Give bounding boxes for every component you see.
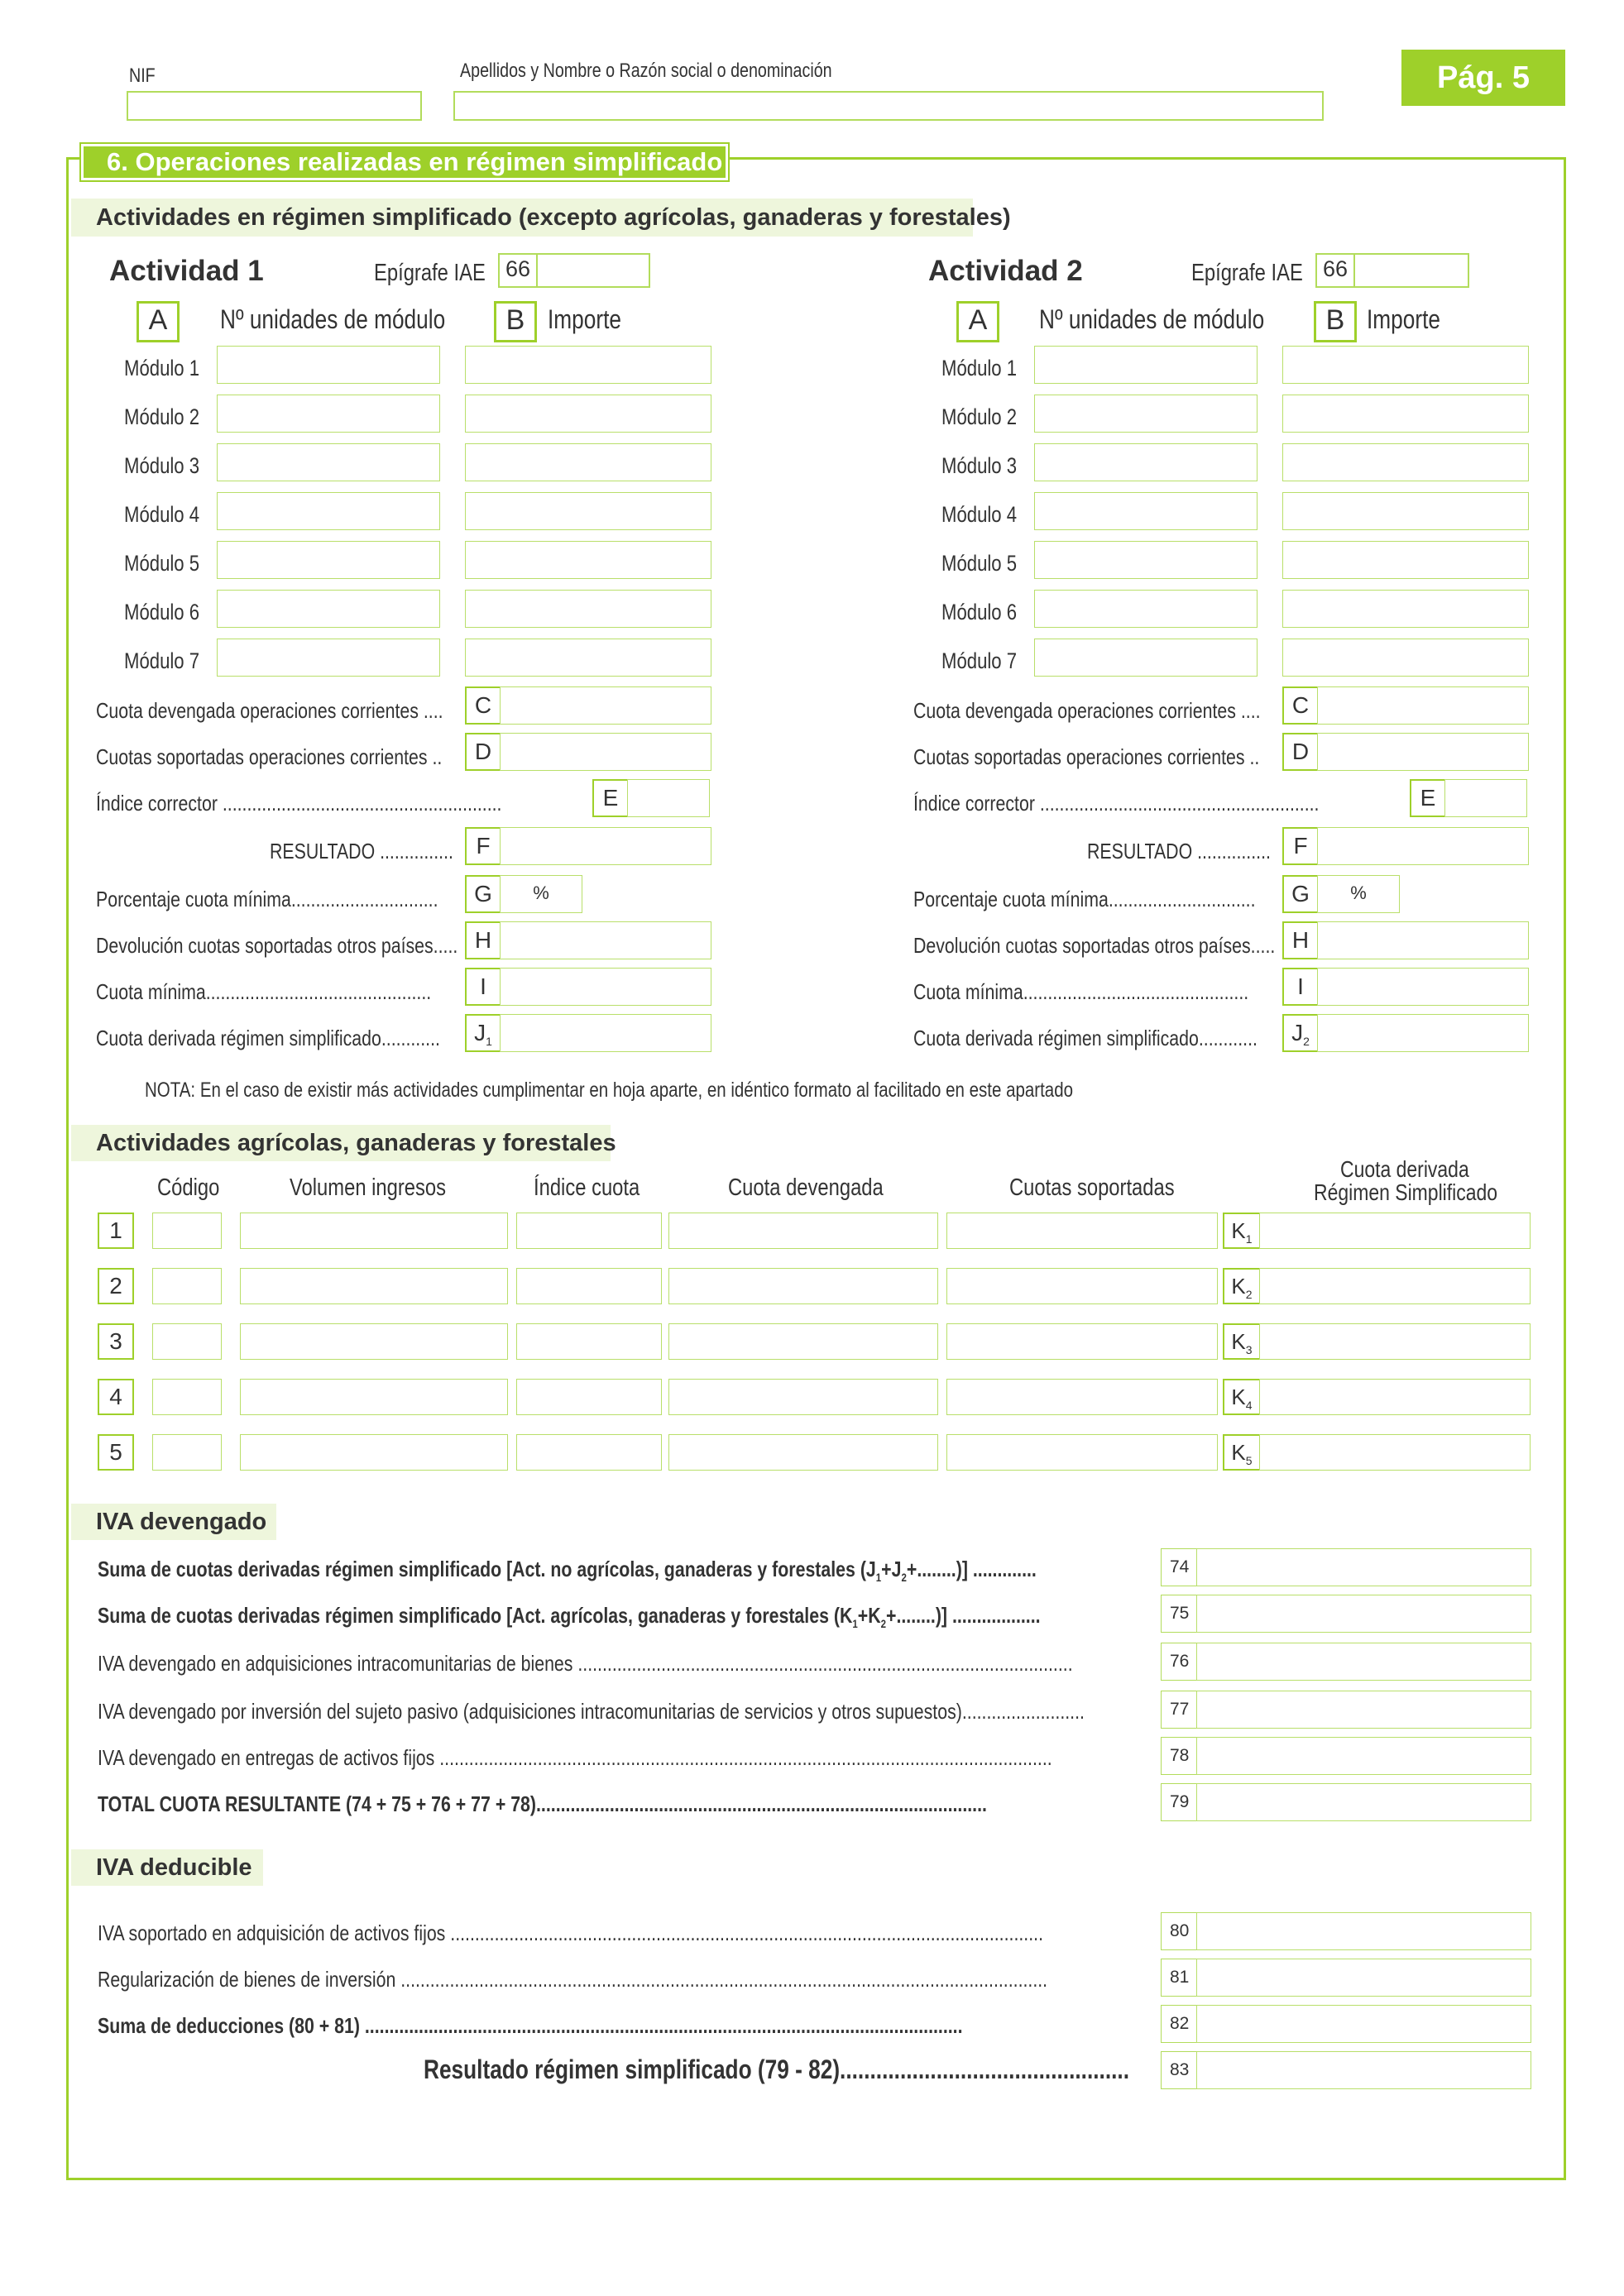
- activity1-title: Actividad 1: [109, 255, 264, 287]
- code-76-label: 76: [1170, 1652, 1190, 1671]
- act1-module-5-amount-field[interactable]: [465, 541, 711, 579]
- agri-row-2-cuota-devengada-field[interactable]: [668, 1268, 938, 1304]
- act1-field-h[interactable]: [500, 921, 711, 959]
- act2-letter-e: [1410, 779, 1446, 817]
- act1-letter-f: [465, 827, 501, 865]
- result-label: Resultado régimen simplificado (79 - 82)................................................: [424, 2054, 1129, 2084]
- act1-row-c-label: Cuota devengada operaciones corrientes ....: [96, 698, 443, 723]
- act2-module-4-label: Módulo 4: [941, 502, 1018, 527]
- act1-module-6-units-field[interactable]: [217, 590, 440, 628]
- act2-letter-d: [1282, 733, 1319, 771]
- act1-letter-h: [465, 921, 501, 959]
- act2-module-2-amount-field[interactable]: [1282, 395, 1529, 433]
- act2-letter-g-text: G: [1291, 881, 1310, 906]
- act2-row-j-label: Cuota derivada régimen simplificado............: [913, 1026, 1258, 1050]
- agri-row-3-volumen-field[interactable]: [240, 1323, 508, 1360]
- agri-row-1-indice-field[interactable]: [516, 1213, 662, 1249]
- act2-module-3-label: Módulo 3: [941, 453, 1018, 478]
- act2-module-5-label: Módulo 5: [941, 551, 1018, 576]
- activity2-title: Actividad 2: [928, 255, 1083, 287]
- agri-row-3-cuotas-soportadas-field[interactable]: [946, 1323, 1218, 1360]
- field-75[interactable]: [1196, 1595, 1531, 1633]
- act1-field-j[interactable]: [500, 1014, 711, 1052]
- agri-row-2-volumen-field[interactable]: [240, 1268, 508, 1304]
- field-78[interactable]: [1196, 1737, 1531, 1775]
- act1-field-i[interactable]: [500, 968, 711, 1006]
- activity1-epigrafe-field[interactable]: [498, 253, 650, 288]
- act2-module-2-label: Módulo 2: [941, 404, 1018, 429]
- agri-row-1-number-text: 1: [109, 1217, 122, 1243]
- agri-row-4-number-text: 4: [109, 1384, 122, 1409]
- act2-field-i[interactable]: [1317, 968, 1529, 1006]
- code-box-76: [1161, 1643, 1197, 1681]
- act2-letter-f: [1282, 827, 1319, 865]
- activity1-col-b-letter: B: [494, 301, 537, 342]
- act2-field-d[interactable]: [1317, 733, 1529, 771]
- page-badge: [1401, 50, 1565, 106]
- agri-row-5-k-text: K: [1231, 1440, 1246, 1465]
- act1-row-j-label: Cuota derivada régimen simplificado............: [96, 1026, 440, 1050]
- agri-row-3-indice-field[interactable]: [516, 1323, 662, 1360]
- agri-row-1-volumen-field[interactable]: [240, 1213, 508, 1249]
- act1-percent-unit: %: [533, 883, 549, 903]
- act1-row-g-label: Porcentaje cuota mínima..............................: [96, 887, 438, 911]
- activity2-epigrafe-value: 66: [1317, 255, 1355, 286]
- iva-dev-line-74-label: [98, 1557, 1037, 1584]
- col-derivada-1: Cuota derivada: [1340, 1156, 1469, 1182]
- agri-row-5-k-letter: [1223, 1434, 1261, 1471]
- agri-row-5-number: [98, 1434, 134, 1471]
- agri-row-3-k-text: K: [1231, 1329, 1246, 1354]
- code-74-label: 74: [1170, 1557, 1190, 1576]
- code-77-label: 77: [1170, 1700, 1190, 1719]
- agri-row-5-codigo-field[interactable]: [152, 1434, 222, 1471]
- act1-letter-d-text: D: [474, 739, 492, 764]
- code-box-82: [1161, 2005, 1197, 2043]
- act2-module-7-units-field[interactable]: [1034, 639, 1258, 677]
- act1-module-3-label: Módulo 3: [124, 453, 200, 478]
- act2-row-h-label: Devolución cuotas soportadas otros países.....: [913, 933, 1276, 958]
- act1-letter-i: [465, 968, 501, 1006]
- agri-row-4-indice-field[interactable]: [516, 1379, 662, 1415]
- act1-field-c[interactable]: [500, 686, 711, 725]
- act2-module-1-amount-field[interactable]: [1282, 346, 1529, 384]
- act1-field-e[interactable]: [627, 779, 710, 817]
- act1-module-5-units-field[interactable]: [217, 541, 440, 579]
- iva-devengado-title: IVA devengado: [96, 1509, 267, 1535]
- agri-row-2-k-letter: [1223, 1268, 1261, 1304]
- code-box-77: [1161, 1691, 1197, 1729]
- act1-letter-f-text: F: [476, 833, 491, 859]
- act2-module-6-label: Módulo 6: [941, 600, 1018, 624]
- act1-module-2-label: Módulo 2: [124, 404, 200, 429]
- act1-row-d-label: Cuotas soportadas operaciones corrientes ..: [96, 744, 443, 769]
- iva-dev-line-77-label: IVA devengado por inversión del sujeto pasivo (adquisiciones intracomunitarias de servicios y otros supuestos).........................: [98, 1699, 1085, 1724]
- agri-row-5-cuotas-soportadas-field[interactable]: [946, 1434, 1218, 1471]
- agri-row-1-codigo-field[interactable]: [152, 1213, 222, 1249]
- act2-module-1-label: Módulo 1: [941, 356, 1018, 380]
- line-74-sub-2: 2: [901, 1571, 907, 1584]
- line-75-text-b: +K: [857, 1603, 881, 1628]
- code-82-label: 82: [1170, 2014, 1190, 2033]
- act2-letter-e-text: E: [1420, 785, 1436, 811]
- field-74[interactable]: [1196, 1548, 1531, 1586]
- agri-row-4-cuotas-soportadas-field[interactable]: [946, 1379, 1218, 1415]
- act2-letter-j-sub: 2: [1303, 1035, 1310, 1048]
- code-box-81: [1161, 1959, 1197, 1997]
- agri-row-2-derivada-field[interactable]: [1259, 1268, 1531, 1304]
- act1-field-d[interactable]: [500, 733, 711, 771]
- act1-field-g[interactable]: [500, 875, 582, 913]
- col-cuotas-soportadas: Cuotas soportadas: [1009, 1174, 1175, 1201]
- agri-row-2-cuotas-soportadas-field[interactable]: [946, 1268, 1218, 1304]
- activity1-epigrafe-value: 66: [500, 255, 538, 286]
- agri-row-3-codigo-field[interactable]: [152, 1323, 222, 1360]
- agri-row-4-volumen-field[interactable]: [240, 1379, 508, 1415]
- act1-module-4-amount-field[interactable]: [465, 492, 711, 530]
- act1-module-4-units-field[interactable]: [217, 492, 440, 530]
- line-74-text-c: +........)] .............: [906, 1557, 1037, 1581]
- field-76[interactable]: [1196, 1643, 1531, 1681]
- act2-field-g[interactable]: [1317, 875, 1400, 913]
- act2-module-2-units-field[interactable]: [1034, 395, 1258, 433]
- agri-row-3-derivada-field[interactable]: [1259, 1323, 1531, 1360]
- agri-row-1-cuotas-soportadas-field[interactable]: [946, 1213, 1218, 1249]
- act1-letter-e: [592, 779, 629, 817]
- activity2-col-b-label: Importe: [1367, 304, 1440, 334]
- agri-row-1-derivada-field[interactable]: [1259, 1213, 1531, 1249]
- act1-letter-d: [465, 733, 501, 771]
- code-80-label: 80: [1170, 1921, 1190, 1940]
- act2-module-4-amount-field[interactable]: [1282, 492, 1529, 530]
- act1-letter-i-text: I: [480, 973, 486, 999]
- act2-module-7-amount-field[interactable]: [1282, 639, 1529, 677]
- act1-module-2-amount-field[interactable]: [465, 395, 711, 433]
- act1-letter-j-sub: 1: [486, 1035, 492, 1048]
- act1-module-7-label: Módulo 7: [124, 648, 200, 673]
- act2-field-e[interactable]: [1444, 779, 1527, 817]
- line-74-sub-1: 1: [875, 1571, 882, 1584]
- act2-percent-unit: %: [1350, 883, 1367, 903]
- field-79[interactable]: [1196, 1783, 1531, 1821]
- act2-row-i-label: Cuota mínima..............................................: [913, 979, 1249, 1004]
- code-75-label: 75: [1170, 1604, 1190, 1623]
- agri-row-2-codigo-field[interactable]: [152, 1268, 222, 1304]
- agri-row-5-volumen-field[interactable]: [240, 1434, 508, 1471]
- col-cuota-devengada: Cuota devengada: [728, 1174, 884, 1201]
- line-75-text-c: +........)] ..................: [885, 1603, 1041, 1628]
- act1-module-1-units-field[interactable]: [217, 346, 440, 384]
- agri-row-4-codigo-field[interactable]: [152, 1379, 222, 1415]
- code-box-78: [1161, 1737, 1197, 1775]
- act2-letter-g: [1282, 875, 1319, 913]
- act1-module-1-label: Módulo 1: [124, 356, 200, 380]
- activity1-col-b-label: Importe: [548, 304, 621, 334]
- line-74-text-b: +J: [881, 1557, 902, 1581]
- agri-row-1-cuota-devengada-field[interactable]: [668, 1213, 938, 1249]
- section-title-bar: [81, 144, 728, 180]
- code-78-label: 78: [1170, 1746, 1190, 1765]
- result-code-83-label: 83: [1170, 2060, 1190, 2079]
- code-79-label: 79: [1170, 1792, 1190, 1811]
- act1-letter-e-text: E: [602, 785, 619, 811]
- agricultural-title-bar: [71, 1125, 616, 1161]
- act1-letter-c: [465, 686, 501, 725]
- act1-module-7-amount-field[interactable]: [465, 639, 711, 677]
- act2-letter-c-text: C: [1291, 692, 1310, 718]
- field-80[interactable]: [1196, 1912, 1531, 1950]
- act2-module-3-amount-field[interactable]: [1282, 443, 1529, 481]
- act2-module-3-units-field[interactable]: [1034, 443, 1258, 481]
- line-75-sub-2: 2: [880, 1617, 886, 1630]
- line-75-sub-1: 1: [852, 1617, 858, 1630]
- code-81-label: 81: [1170, 1968, 1190, 1987]
- act2-module-7-label: Módulo 7: [941, 648, 1018, 673]
- agri-row-2-number: [98, 1268, 134, 1304]
- agri-row-3-k-sub: 3: [1245, 1343, 1253, 1356]
- code-box-75: [1161, 1595, 1197, 1633]
- act2-module-6-amount-field[interactable]: [1282, 590, 1529, 628]
- page-badge-label: Pág. 5: [1437, 60, 1530, 95]
- activity1-col-a-label: Nº unidades de módulo: [220, 304, 446, 334]
- name-label: Apellidos y Nombre o Razón social o denominación: [460, 60, 832, 82]
- activity1-col-a-letter: A: [137, 301, 180, 342]
- activity2-epigrafe-label: Epígrafe IAE: [1191, 260, 1303, 286]
- act1-module-2-units-field[interactable]: [217, 395, 440, 433]
- act2-field-f[interactable]: [1317, 827, 1529, 865]
- act2-row-c-label: Cuota devengada operaciones corrientes ....: [913, 698, 1261, 723]
- act1-row-i-label: Cuota mínima..............................................: [96, 979, 432, 1004]
- act2-letter-f-text: F: [1293, 833, 1308, 859]
- act1-module-6-label: Módulo 6: [124, 600, 200, 624]
- agri-row-5-k-sub: 5: [1245, 1454, 1253, 1467]
- line-75-text-a: Suma de cuotas derivadas régimen simplificado [Act. agrícolas, ganaderas y forestales (K: [98, 1603, 853, 1628]
- act2-module-6-units-field[interactable]: [1034, 590, 1258, 628]
- agri-row-4-k-text: K: [1231, 1385, 1246, 1409]
- act1-letter-h-text: H: [474, 927, 492, 953]
- iva-deducible-title: IVA deducible: [96, 1854, 252, 1881]
- act2-row-e-label: Índice corrector .........................................................: [913, 791, 1320, 816]
- agri-row-2-k-text: K: [1231, 1274, 1246, 1299]
- agri-row-4-cuota-devengada-field[interactable]: [668, 1379, 938, 1415]
- act2-module-4-units-field[interactable]: [1034, 492, 1258, 530]
- act2-letter-i: [1282, 968, 1319, 1006]
- col-codigo: Código: [157, 1174, 220, 1201]
- iva-ded-line-82-label: Suma de deducciones (80 + 81) ..........................................................................................................................: [98, 2013, 963, 2038]
- agri-row-3-number-text: 3: [109, 1328, 122, 1354]
- agri-row-4-derivada-field[interactable]: [1259, 1379, 1531, 1415]
- agri-row-3-cuota-devengada-field[interactable]: [668, 1323, 938, 1360]
- act2-module-1-units-field[interactable]: [1034, 346, 1258, 384]
- col-derivada-2: Régimen Simplificado: [1314, 1179, 1498, 1205]
- agri-row-2-number-text: 2: [109, 1273, 122, 1299]
- agri-row-5-number-text: 5: [109, 1439, 122, 1465]
- act1-letter-j-text: J: [474, 1020, 486, 1045]
- nif-label: NIF: [129, 65, 156, 87]
- note-text: NOTA: En el caso de existir más actividades cumplimentar en hoja aparte, en idéntico formato al facilitado en este apartado: [145, 1079, 1074, 1102]
- act1-letter-c-text: C: [474, 692, 492, 718]
- act2-module-5-amount-field[interactable]: [1282, 541, 1529, 579]
- act2-field-h[interactable]: [1317, 921, 1529, 959]
- field-81[interactable]: [1196, 1959, 1531, 1997]
- iva-ded-line-81-label: Regularización de bienes de inversión ....................................................................................................................................: [98, 1967, 1048, 1992]
- col-indice: Índice cuota: [534, 1174, 640, 1201]
- code-box-80: [1161, 1912, 1197, 1950]
- act1-letter-j: [465, 1014, 501, 1052]
- agri-row-1-k-sub: 1: [1245, 1232, 1253, 1246]
- act2-letter-c: [1282, 686, 1319, 725]
- act1-letter-g-text: G: [474, 881, 492, 906]
- agri-row-3-number: [98, 1323, 134, 1360]
- agri-row-4-k-sub: 4: [1245, 1399, 1253, 1412]
- act1-row-h-label: Devolución cuotas soportadas otros países.....: [96, 933, 458, 958]
- agri-row-3-k-letter: [1223, 1323, 1261, 1360]
- agri-row-2-indice-field[interactable]: [516, 1268, 662, 1304]
- act2-letter-h-text: H: [1291, 927, 1310, 953]
- act1-row-f-label: RESULTADO ...............: [270, 839, 453, 863]
- act2-letter-d-text: D: [1291, 739, 1310, 764]
- act1-module-1-amount-field[interactable]: [465, 346, 711, 384]
- iva-dev-line-76-label: IVA devengado en adquisiciones intracomunitarias de bienes .....................................................................................................: [98, 1651, 1073, 1676]
- result-field-83[interactable]: [1196, 2051, 1531, 2089]
- activity2-epigrafe-field[interactable]: [1315, 253, 1469, 288]
- agri-row-2-k-sub: 2: [1245, 1288, 1253, 1301]
- field-77[interactable]: [1196, 1691, 1531, 1729]
- sub-title-nonagricultural: [71, 199, 1011, 237]
- act2-letter-i-text: I: [1297, 973, 1304, 999]
- agri-row-5-derivada-field[interactable]: [1259, 1434, 1531, 1471]
- act1-module-5-label: Módulo 5: [124, 551, 200, 576]
- section-title: 6. Operaciones realizadas en régimen simplificado: [107, 147, 723, 176]
- iva-dev-line-75-label: [98, 1603, 1041, 1630]
- agri-row-1-number: [98, 1213, 134, 1249]
- act2-row-f-label: RESULTADO ...............: [1087, 839, 1271, 863]
- act1-letter-g: [465, 875, 501, 913]
- act2-field-c[interactable]: [1317, 686, 1529, 725]
- act1-module-6-amount-field[interactable]: [465, 590, 711, 628]
- act1-module-3-units-field[interactable]: [217, 443, 440, 481]
- activity1-epigrafe-label: Epígrafe IAE: [374, 260, 486, 286]
- result-code-83: [1161, 2051, 1197, 2089]
- name-field[interactable]: [453, 91, 1324, 121]
- iva-deducible-title-bar: [71, 1849, 263, 1886]
- agri-row-1-k-text: K: [1231, 1218, 1246, 1243]
- act1-module-4-label: Módulo 4: [124, 502, 200, 527]
- code-box-74: [1161, 1548, 1197, 1586]
- nif-field[interactable]: [127, 91, 422, 121]
- iva-dev-line-79-label: TOTAL CUOTA RESULTANTE (74 + 75 + 76 + 77 + 78)............................................................................................: [98, 1791, 987, 1816]
- act2-letter-h: [1282, 921, 1319, 959]
- act1-module-7-units-field[interactable]: [217, 639, 440, 677]
- iva-ded-line-80-label: IVA soportado en adquisición de activos fijos .........................................................................................................................: [98, 1921, 1044, 1945]
- agri-row-5-indice-field[interactable]: [516, 1434, 662, 1471]
- act2-row-d-label: Cuotas soportadas operaciones corrientes ..: [913, 744, 1260, 769]
- activity2-col-a-letter: A: [956, 301, 999, 342]
- act1-row-e-label: Índice corrector .........................................................: [96, 791, 502, 816]
- activity2-col-a-label: Nº unidades de módulo: [1039, 304, 1265, 334]
- agri-row-4-k-letter: [1223, 1379, 1261, 1415]
- act1-field-f[interactable]: [500, 827, 711, 865]
- iva-devengado-title-bar: [71, 1504, 276, 1540]
- act2-field-j[interactable]: [1317, 1014, 1529, 1052]
- agri-row-1-k-letter: [1223, 1213, 1261, 1249]
- sub-title-text: Actividades en régimen simplificado (excepto agrícolas, ganaderas y forestales): [96, 204, 1011, 231]
- act2-module-5-units-field[interactable]: [1034, 541, 1258, 579]
- code-box-79: [1161, 1783, 1197, 1821]
- act2-row-g-label: Porcentaje cuota mínima..............................: [913, 887, 1256, 911]
- col-volumen: Volumen ingresos: [290, 1174, 447, 1201]
- line-74-text-a: Suma de cuotas derivadas régimen simplificado [Act. no agrícolas, ganaderas y forestales (J: [98, 1557, 876, 1581]
- field-82[interactable]: [1196, 2005, 1531, 2043]
- act1-module-3-amount-field[interactable]: [465, 443, 711, 481]
- activity2-col-b-letter: B: [1314, 301, 1357, 342]
- agri-row-4-number: [98, 1379, 134, 1415]
- act2-letter-j-text: J: [1291, 1020, 1304, 1045]
- act2-letter-j: [1282, 1014, 1319, 1052]
- iva-dev-line-78-label: IVA devengado en entregas de activos fijos .............................................................................................................................: [98, 1745, 1052, 1770]
- agri-row-5-cuota-devengada-field[interactable]: [668, 1434, 938, 1471]
- agricultural-title: Actividades agrícolas, ganaderas y forestales: [96, 1130, 616, 1156]
